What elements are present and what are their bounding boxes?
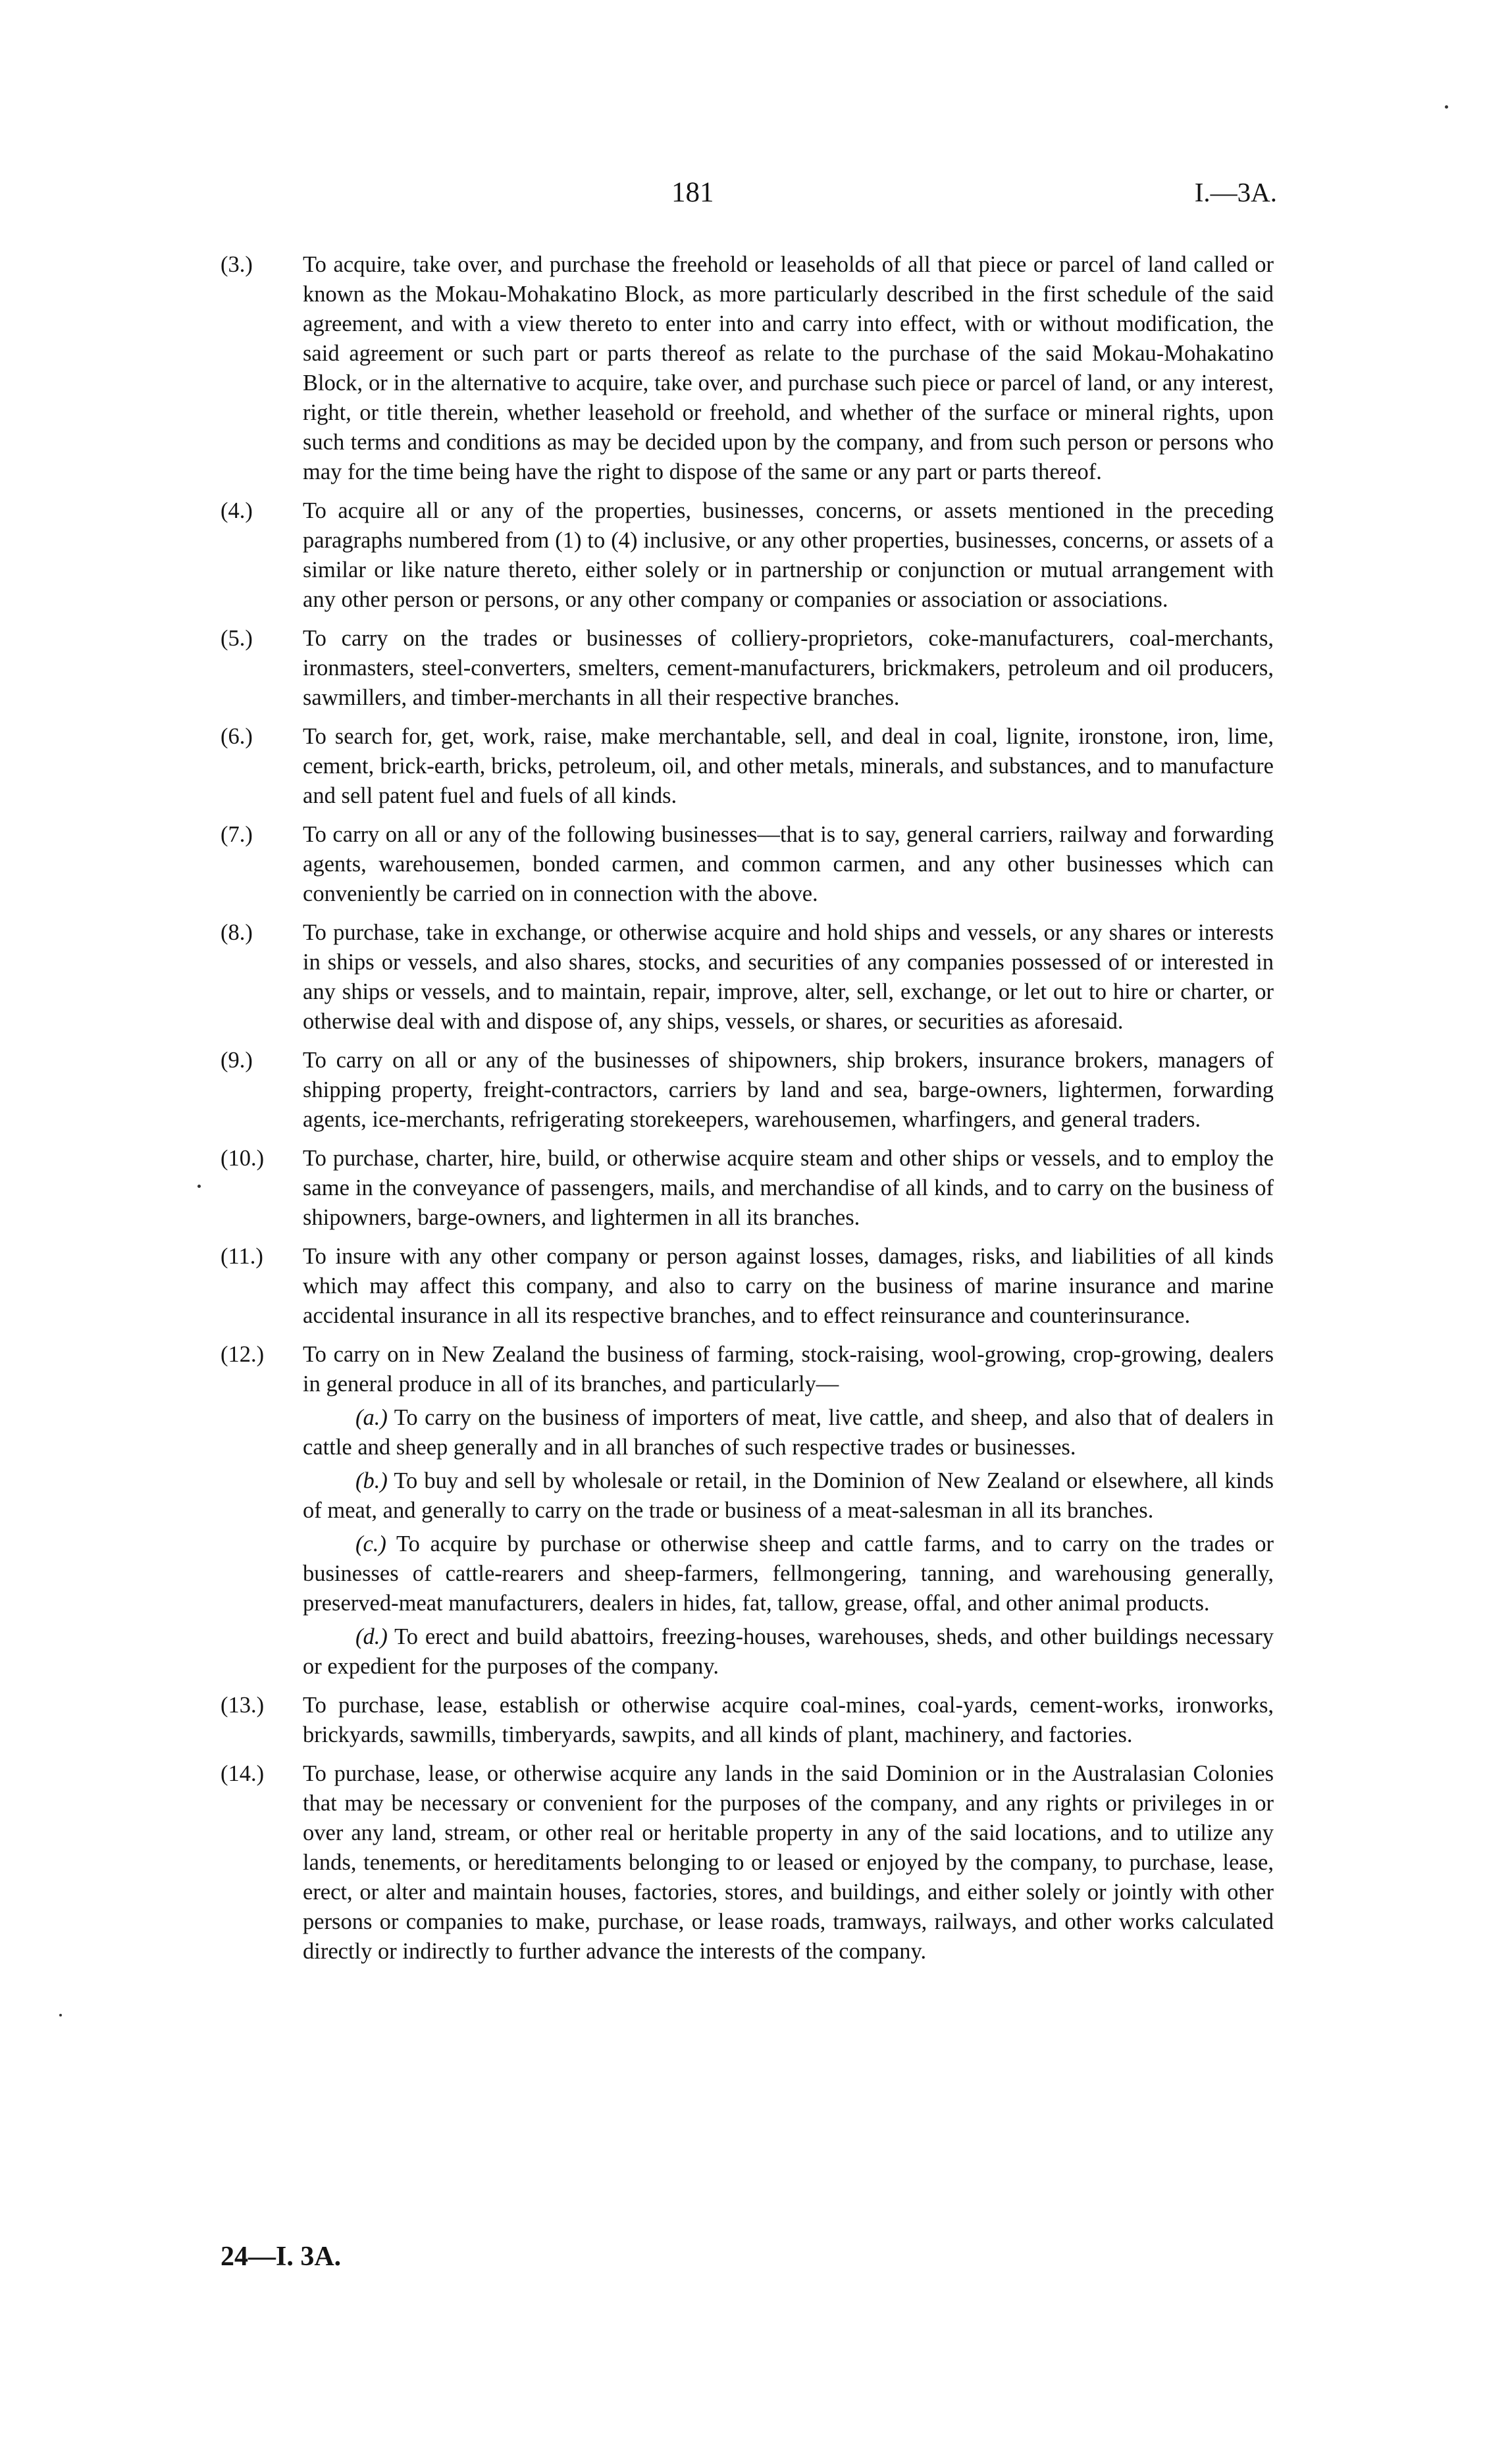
subclause-c (303, 1529, 1274, 1618)
clause-13 (221, 1691, 1274, 1750)
subclause-number: (a.) (355, 1405, 388, 1430)
page-number: 181 (671, 177, 714, 208)
subclause-text: To buy and sell by wholesale or retail, in the Dominion of New Zealand or elsewhere, all kinds of meat, and generally to carry on the trade or business of a meat-salesman in all its branches. (303, 1468, 1274, 1523)
subclause-d (303, 1622, 1274, 1681)
clause-number: (8.) (221, 920, 253, 945)
clause-14 (221, 1759, 1274, 1966)
clause-text: To acquire all or any of the properties, businesses, concerns, or assets mentioned in the preceding paragraphs numbered from (1) to (4) inclusive, or any other properties, businesses, concerns, or assets of a similar or like nature thereto, either solely or in partnership or conjunction or mutual arrangement with any other person or persons, or any other company or companies or association or associations. (303, 498, 1274, 612)
page-header (217, 176, 1277, 216)
clause-number: (4.) (221, 498, 253, 523)
clause-text: To carry on in New Zealand the business of farming, stock-raising, wool-growing, crop-growing, dealers in general produce in all of its branches, and particularly— (303, 1342, 1274, 1397)
clause-text: To acquire, take over, and purchase the freehold or leaseholds of all that piece or parcel of land called or known as the Mokau-Mohakatino Block, as more particularly described in the first schedule of the said agreement, and with a view thereto to enter into and carry into effect, with or without modification, the said agreement or such part or parts thereof as relate to the purchase of the said Mokau-Mohakatino Block, or in the alternative to acquire, take over, and purchase such piece or parcel of land, or any interest, right, or title therein, whether leasehold or freehold, and whether of the surface or mineral rights, upon such terms and conditions as may be decided upon by the company, and from such person or persons who may for the time being have the right to dispose of the same or any part or parts thereof. (303, 252, 1274, 484)
clause-number: (14.) (221, 1761, 265, 1786)
subclause-b (303, 1466, 1274, 1526)
document-body (221, 250, 1274, 1976)
footer-signature: 24—I. 3A. (221, 2242, 342, 2272)
clause-4 (221, 496, 1274, 615)
clause-number: (3.) (221, 252, 253, 277)
clause-7 (221, 820, 1274, 909)
clause-text: To carry on all or any of the following businesses—that is to say, general carriers, railway and forwarding agents, warehousemen, bonded carmen, and common carmen, and any other businesses which can conveniently be carried on in connection with the above. (303, 822, 1274, 906)
clause-10 (221, 1144, 1274, 1233)
clause-12 (221, 1340, 1274, 1681)
subclause-number: (d.) (355, 1624, 388, 1649)
subclause-a (303, 1403, 1274, 1462)
clause-number: (12.) (221, 1342, 265, 1367)
clause-3 (221, 250, 1274, 487)
clause-11 (221, 1242, 1274, 1331)
clause-number: (10.) (221, 1146, 265, 1171)
clause-text: To purchase, lease, establish or otherwise acquire coal-mines, coal-yards, cement-works, ironworks, brickyards, sawmills, timberyards, sawpits, and all kinds of plant, machinery, and factories. (303, 1693, 1274, 1747)
clause-text: To purchase, charter, hire, build, or otherwise acquire steam and other ships or vessels, and to employ the same in the conveyance of passengers, mails, and merchandise of all kinds, and to carry on the business of shipowners, barge-owners, and lightermen in all its branches. (303, 1146, 1274, 1230)
clause-text: To insure with any other company or person against losses, damages, risks, and liabilities of all kinds which may affect this company, and also to carry on the business of marine insurance and marine accidental insurance in all its respective branches, and to effect reinsurance and counterinsurance. (303, 1244, 1274, 1328)
clause-text: To purchase, take in exchange, or otherwise acquire and hold ships and vessels, or any shares or interests in ships or vessels, and also shares, stocks, and securities of any companies possessed of or interested in any ships or vessels, and to maintain, repair, improve, alter, sell, exchange, or let out to hire or charter, or otherwise deal with and dispose of, any ships, vessels, or shares, or securities as aforesaid. (303, 920, 1274, 1034)
clause-number: (9.) (221, 1048, 253, 1073)
clause-number: (5.) (221, 626, 253, 651)
scan-speck (197, 1185, 201, 1188)
subclause-text: To erect and build abattoirs, freezing-houses, warehouses, sheds, and other buildings necessary or expedient for the purposes of the company. (303, 1624, 1274, 1679)
clause-text: To purchase, lease, or otherwise acquire any lands in the said Dominion or in the Australasian Colonies that may be necessary or convenient for the purposes of the company, and any rights or privileges in or over any land, stream, or other real or heritable property in any of the said locations, and to utilize any lands, tenements, or hereditaments belonging to or leased or enjoyed by the company, to purchase, lease, erect, or alter and maintain houses, factories, stores, and buildings, and either solely or jointly with other persons or companies to make, purchase, or lease roads, tramways, railways, and other works calculated directly or indirectly to further advance the interests of the company. (303, 1761, 1274, 1964)
document-reference: I.—3A. (1194, 177, 1277, 207)
clause-text: To carry on the trades or businesses of colliery-proprietors, coke-manufacturers, coal-merchants, ironmasters, steel-converters, smelters, cement-manufacturers, brickmakers, petroleum and oil producers, sawmillers, and timber-merchants in all their respective branches. (303, 626, 1274, 710)
clause-number: (7.) (221, 822, 253, 847)
clause-number: (6.) (221, 724, 253, 749)
subclause-number: (c.) (355, 1531, 386, 1556)
clause-number: (13.) (221, 1693, 265, 1718)
clause-text: To search for, get, work, raise, make merchantable, sell, and deal in coal, lignite, ironstone, iron, lime, cement, brick-earth, bricks, petroleum, oil, and other metals, minerals, and substances, and to manufacture and sell patent fuel and fuels of all kinds. (303, 724, 1274, 808)
scan-speck (59, 2014, 62, 2016)
subclause-number: (b.) (355, 1468, 388, 1493)
clause-5 (221, 624, 1274, 713)
scan-speck (1445, 105, 1448, 109)
clause-8 (221, 918, 1274, 1037)
clause-text: To carry on all or any of the businesses of shipowners, ship brokers, insurance brokers, managers of shipping property, freight-contractors, carriers by land and sea, barge-owners, lightermen, forwarding agents, ice-merchants, refrigerating storekeepers, warehousemen, wharfingers, and general traders. (303, 1048, 1274, 1132)
subclause-text: To acquire by purchase or otherwise sheep and cattle farms, and to carry on the trades or businesses of cattle-rearers and sheep-farmers, fellmongering, tanning, and warehousing generally, preserved-meat manufacturers, dealers in hides, fat, tallow, grease, offal, and other animal products. (303, 1531, 1274, 1616)
clause-6 (221, 722, 1274, 811)
subclause-text: To carry on the business of importers of meat, live cattle, and sheep, and also that of dealers in cattle and sheep generally and in all branches of such respective trades or businesses. (303, 1405, 1274, 1460)
clause-number: (11.) (221, 1244, 263, 1269)
clause-9 (221, 1046, 1274, 1135)
